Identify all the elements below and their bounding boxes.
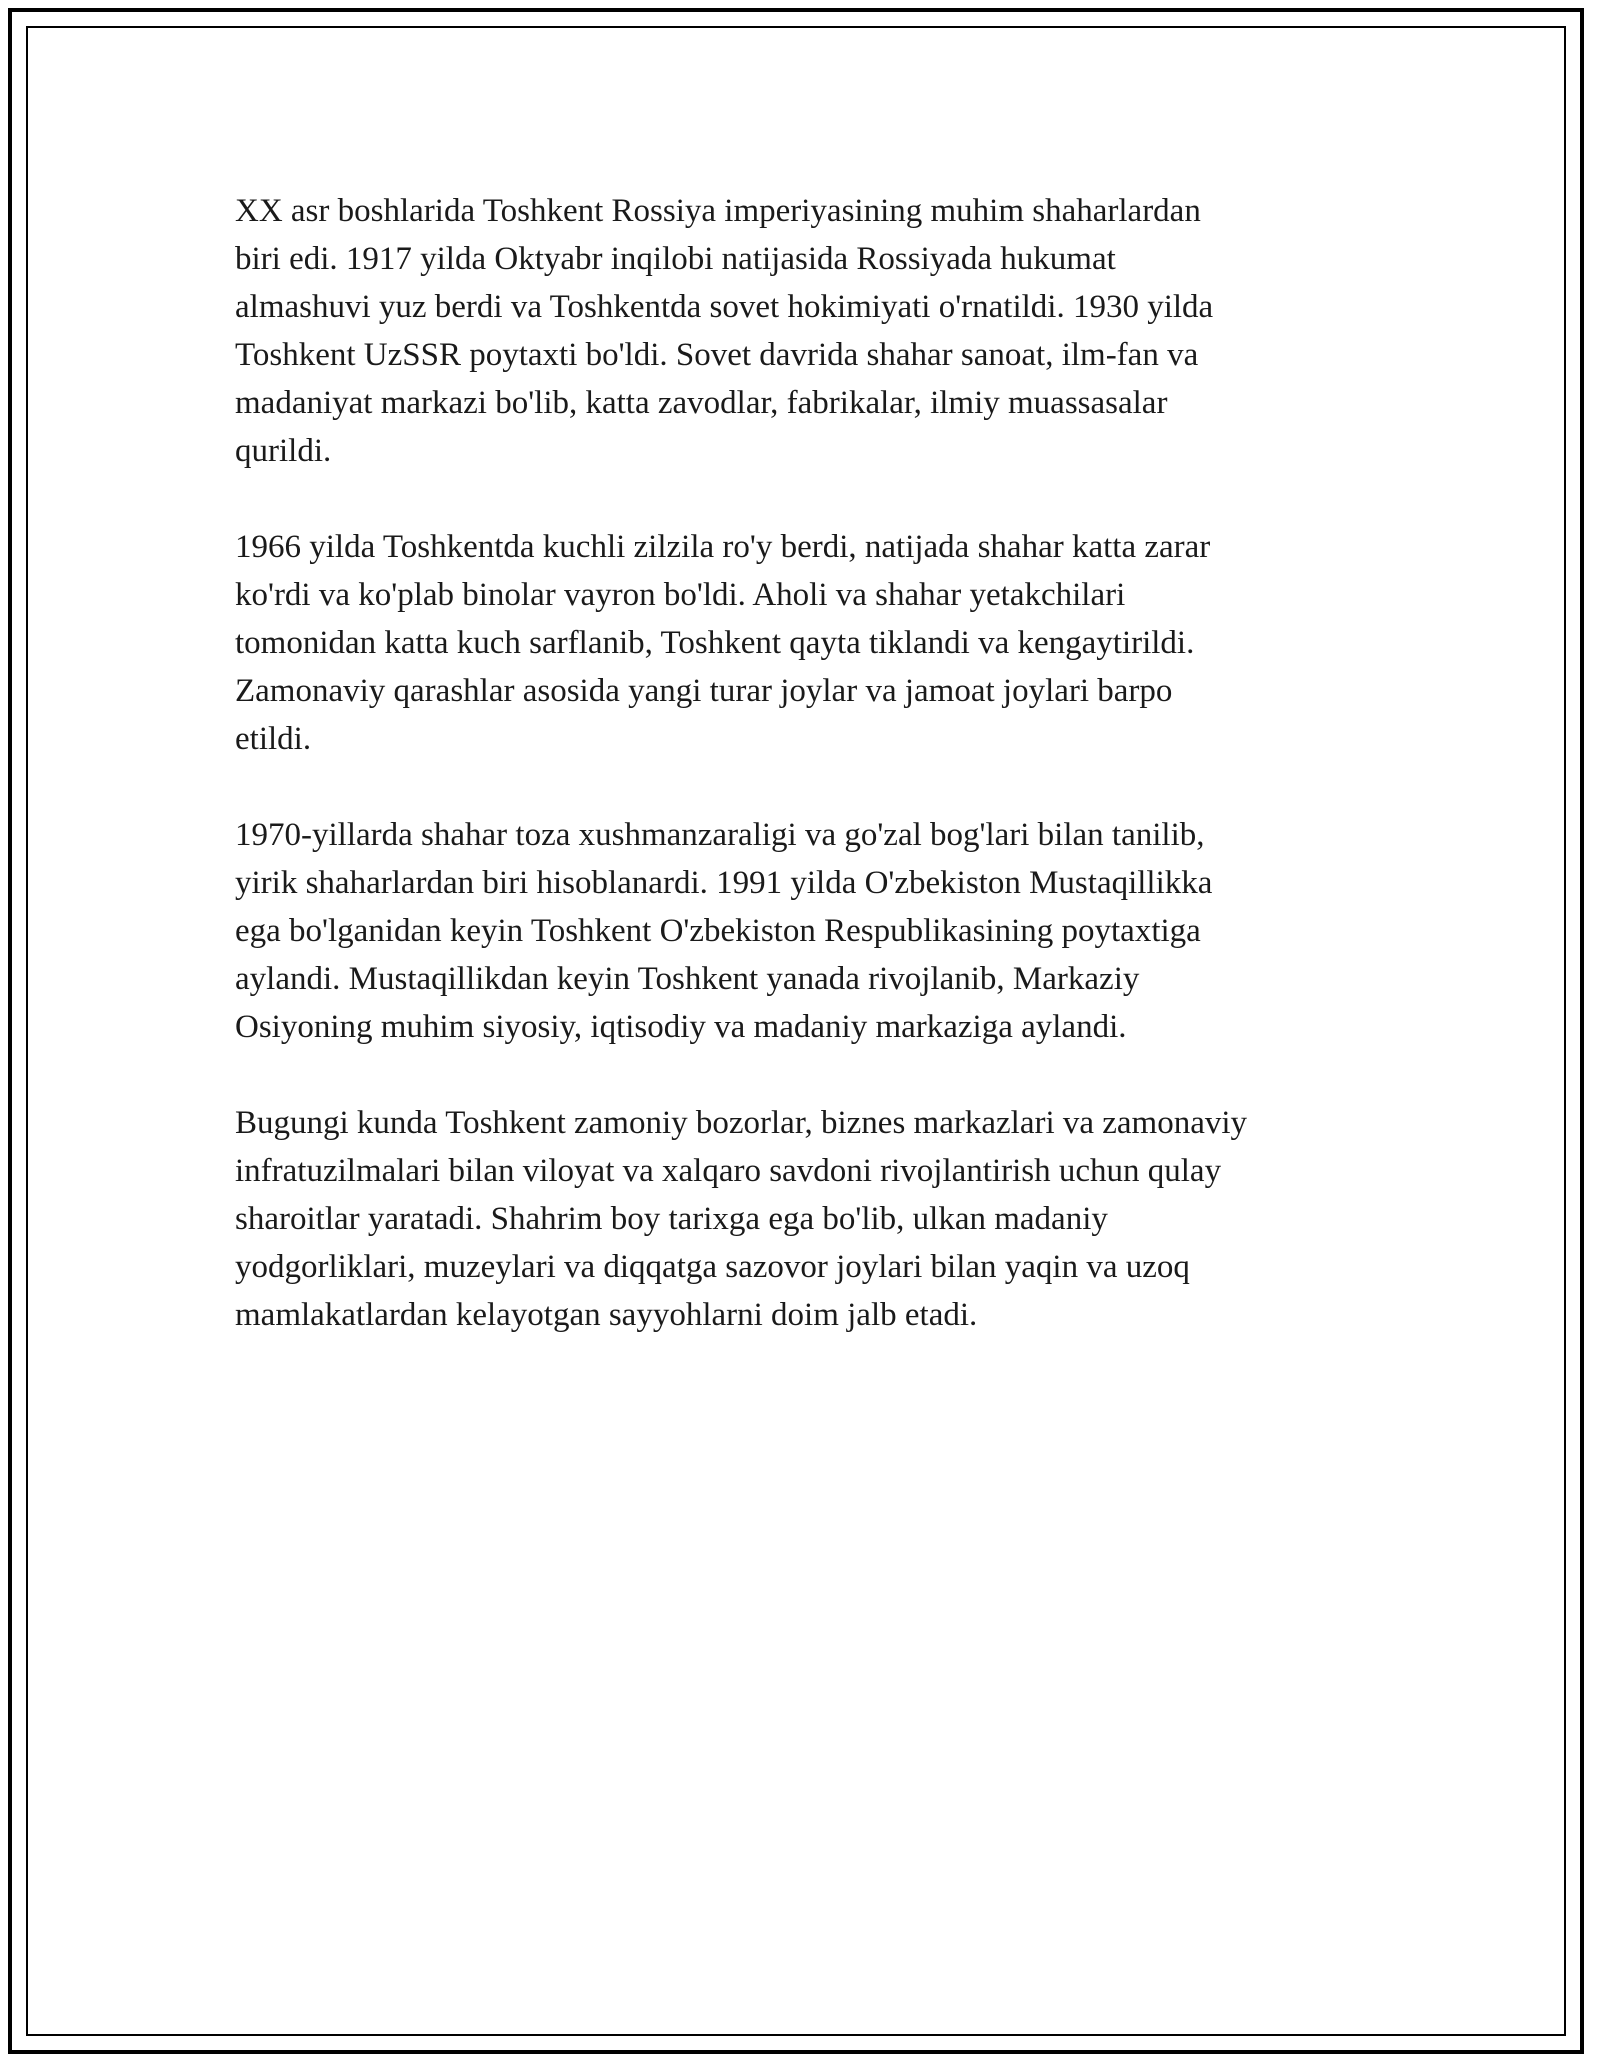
paragraph-1: XX asr boshlarida Toshkent Rossiya imperiyasining muhim shaharlardan biri edi. 1917 yilda Oktyabr inqilobi natijasida Rossiyada hukumat almashuvi yuz berdi va Toshkentda sovet hokimiyati o'rnatildi. 1930 yilda Toshkent UzSSR poytaxti bo'ldi. Sovet davrida shahar sanoat, ilm-fan va madaniyat markazi bo'lib, katta zavodlar, fabrikalar, ilmiy muassasalar qurildi. xyxy=(235,193,1214,469)
paragraph-3: 1970-yillarda shahar toza xushmanzaraligi va go'zal bog'lari bilan tanilib, yirik shaharlardan biri hisoblanardi. 1991 yilda O'zbekiston Mustaqillikka ega bo'lganidan keyin Toshkent O'zbekiston Respublikasining poytaxtiga aylandi. Mustaqillikdan keyin Toshkent yanada rivojlanib, Markaziy Osiyoning muhim siyosiy, iqtisodiy va madaniy markaziga aylandi. xyxy=(235,817,1213,1045)
document-body xyxy=(235,187,1395,1387)
paragraph-4: Bugungi kunda Toshkent zamoniy bozorlar, biznes markazlari va zamonaviy infratuzilmalari bilan viloyat va xalqaro savdoni rivojlantirish uchun qulay sharoitlar yaratadi. Shahrim boy tarixga ega bo'lib, ulkan madaniy yodgorliklari, muzeylari va diqqatga sazovor joylari bilan yaqin va uzoq mamlakatlardan kelayotgan sayyohlarni doim jalb etadi. xyxy=(235,1105,1248,1333)
paragraph-2: 1966 yilda Toshkentda kuchli zilzila ro'y berdi, natijada shahar katta zarar ko'rdi va ko'plab binolar vayron bo'ldi. Aholi va shahar yetakchilari tomonidan katta kuch sarflanib, Toshkent qayta tiklandi va kengaytirildi. Zamonaviy qarashlar asosida yangi turar joylar va jamoat joylari barpo etildi. xyxy=(235,529,1211,757)
